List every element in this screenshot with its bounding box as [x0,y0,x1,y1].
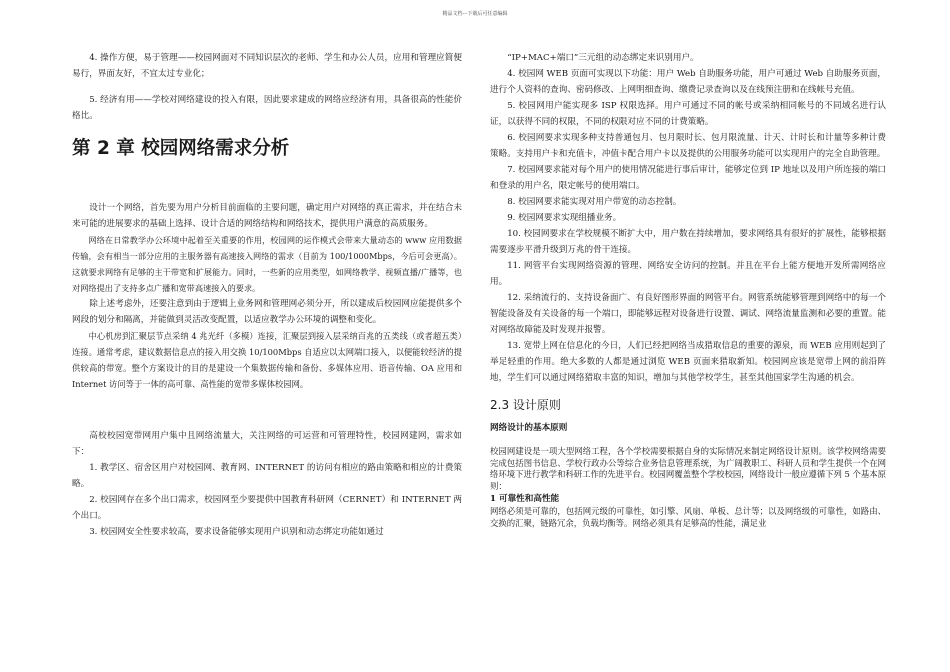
principles-paragraph: 校园网建设是一项大型网络工程，各个学校需要根据自身的实际情况来制定网络设计原则。该学校网络需要完成包括图书信息、学校行政办公等综合业务信息管理系统，为广阔教职工、科研人员和学生提供一个在网络环境下进行教学和科研工作的先进平台。校园网覆盖整个学校校园，网络设计一般应遵循下列 5 个基本原则： [490,446,886,491]
requirement-r11: 11. 网管平台实现网络资源的管理、网络安全访问的控制。并且在平台上能方便地开发所需网络应用。 [490,261,886,287]
paragraph-1: 设计一个网络，首先要为用户分析目前面临的主要问题，确定用户对网络的真正需求，并在结合未来可能的进展要求的基础上选择、设计合适的网络结构和网络技术，提供用户满意的高质服务。 [72,203,462,229]
requirement-r12: 12. 采纳流行的、支持设备面广、有良好图形界面的网管平台。网管系统能够管理到网络中的每一个智能设备及有关设备的每一个端口，即能够远程对设备进行设置、调试、网络流量监测和必要的重置。能对网络故障能及时发现并报警。 [490,293,886,335]
subsection-title: 网络设计的基本原则 [490,423,568,433]
right-column [490,50,886,529]
requirement-3: 3. 校园网安全性要求较高，要求设备能够实现用户识别和动态绑定功能如通过 [89,527,384,537]
requirement-r7: 7. 校园网要求能对每个用户的使用情况能进行事后审计，能够定位到 IP 地址以及用户所连接的端口和登录的用户名，限定帐号的使用端口。 [490,165,886,191]
reliability-paragraph: 网络必须是可靠的，包括网元级的可靠性，如引擎、风扇、单板、总计等；以及网络级的可靠性，如路由、交换的汇聚，链路冗余，负载均衡等。网络必须具有足够高的性能，满足业 [490,506,886,528]
requirement-r6: 6. 校园网要求实现多种支持普通包月、包月限时长、包月限流量、计天、计时长和计量等多种计费策略。支持用户卡和充值卡，冲值卡配合用户卡以及提供的公用服务功能可以实现用户的完全自助管理。 [490,133,886,159]
requirement-r8: 8. 校园网要求能实现对用户带宽的动态控制。 [507,197,682,207]
continuation-text: “IP+MAC+端口”三元组的动态绑定来识别用户。 [507,53,699,63]
requirement-2: 2. 校园网存在多个出口需求，校园网至少要提供中国教育科研网（CERNET）和 INTERNET 两个出口。 [72,495,462,521]
requirement-r9: 9. 校园网要求实现组播业务。 [507,213,622,223]
list-item-5: 5. 经济有用——学校对网络建设的投入有限，因此要求建成的网络应经济有用，具备很高的性能价格比。 [72,95,462,121]
left-column [72,50,462,540]
paragraph-4: 中心机房到汇聚层节点采纳 4 兆光纤（多模）连接，汇聚层到接入层采纳百兆的五类线（或者超五类）连接。通常考虑，建议数据信息点的接入用交换 10/100Mbps 自适应以太网端口接入，以便能较经济的提供较高的带宽。整个方案设计的目的是建设一个集数据传输和备份、多媒体应用、语音传输、OA 应用和 Internet 访问等于一体的高可靠、高性能的宽带多媒体校园网。 [72,331,462,389]
header-note: 精品文档---下载后可任意编辑 [442,11,508,17]
paragraph-3: 除上述考虑外，还要注意到由于逻辑上业务网和管理网必须分开，所以建成后校园网应能提供多个网段的划分和隔离，并能做到灵活改变配置，以适应教学办公环境的调整和变化。 [72,299,462,325]
requirement-1: 1. 教学区、宿舍区用户对校园网、教育网、INTERNET 的访问有相应的路由策略和相应的计费策略。 [72,463,462,489]
paragraph-5: 高校校园宽带网用户集中且网络流量大，关注网络的可运营和可管理特性，校园网建网，需求如下： [72,431,462,457]
requirement-r5: 5. 校园网用户能实现多 ISP 权限选择。用户可通过不同的帐号或采纳相同帐号的不同域名进行认证，以获得不同的权限，不同的权限对应不同的计费策略。 [490,101,886,127]
chapter-title: 第 2 章 校园网络需求分析 [72,138,290,159]
requirement-r13: 13. 宽带上网在信息化的今日，人们已经把网络当成猎取信息的重要的源泉，而 WEB 应用则起到了举足轻重的作用。绝大多数的人都是通过浏览 WEB 页面来猎取新知。校园网应该是宽带上网的前沿阵地，学生们可以通过网络猎取丰富的知识，增加与其他学校学生，甚至其他国家学生沟通的机会。 [490,341,886,383]
paragraph-2: 网络在日常教学办公环境中起着至关重要的作用，校园网的运作模式会带来大量动态的 www 应用数据传输，会有相当一部分应用的主服务器有高速接入网络的需求（目前为 100/1000Mbps，今后可会更高）。这就要求网络有足够的主干带宽和扩展能力。同时，一些新的应用类型，如网络教学、视频直播/广播等，也对网络提出了支持多点广播和宽带高速接入的要求。 [72,235,462,293]
requirement-r4: 4. 校园网 WEB 页面可实现以下功能：用户 Web 自助服务功能，用户可通过 Web 自助服务页面，进行个人资料的查询、密码修改、上网明细查询、缴费记录查询以及在线预注册和在线帐号充值。 [490,69,886,95]
section-title: 2.3 设计原则 [490,398,561,412]
requirement-r10: 10. 校园网要求在学校规模不断扩大中，用户数在持续增加，要求网络具有很好的扩展性，能够根据需要逐步平滑升级到万兆的骨干连接。 [490,229,886,255]
reliability-title: 1 可靠性和高性能 [490,494,560,504]
list-item-4: 4. 操作方便，易于管理——校园网面对不同知识层次的老师、学生和办公人员，应用和管理应简便易行，界面友好，不宜太过专业化； [72,53,462,79]
